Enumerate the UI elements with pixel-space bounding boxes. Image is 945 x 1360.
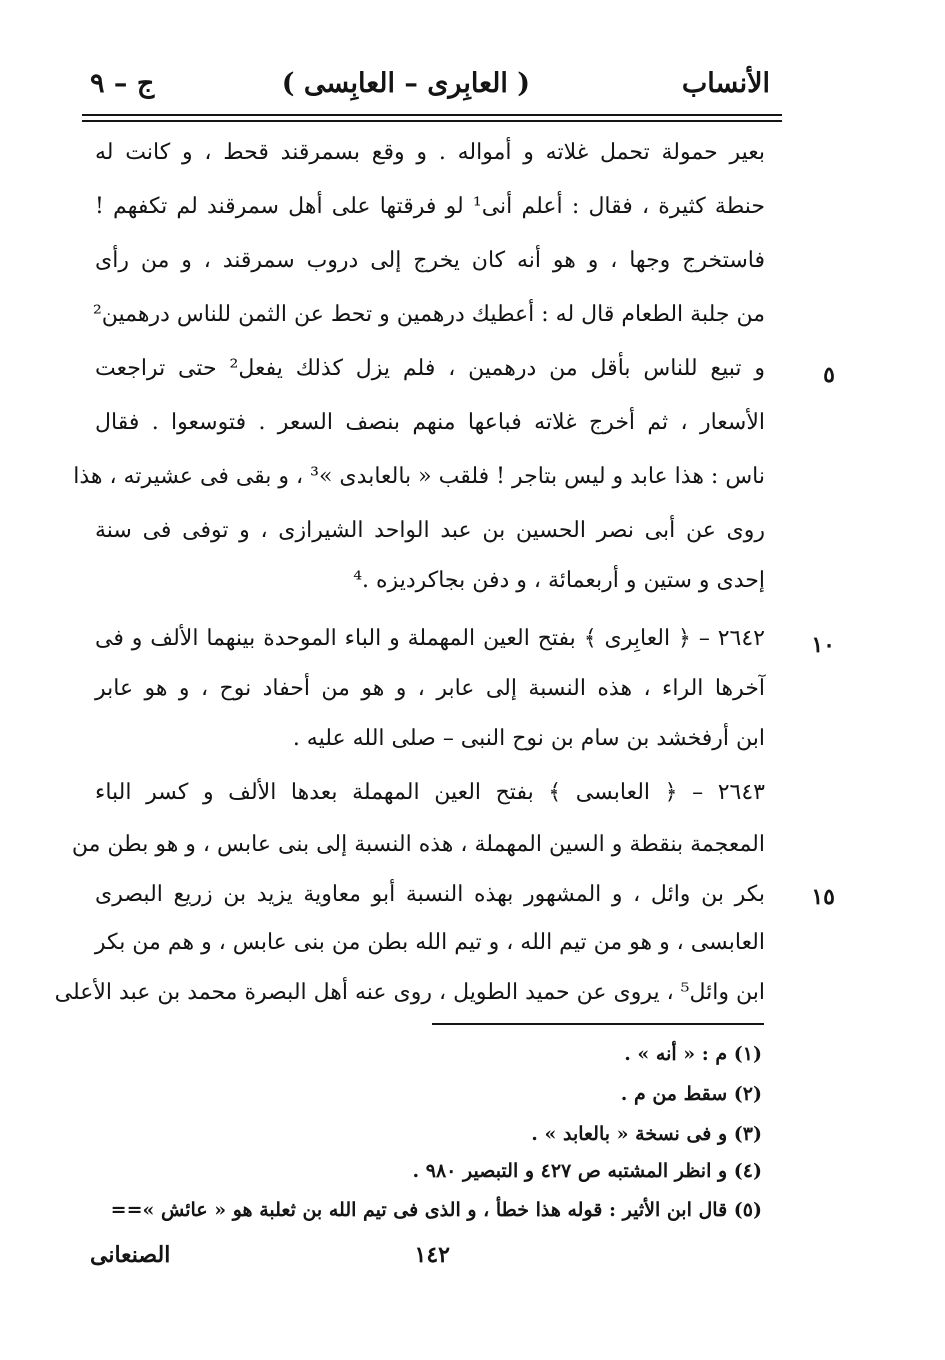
body-line: ابن أرفخشد بن سام بن نوح النبى – صلى الله عليه . xyxy=(292,726,765,751)
header-rule-top xyxy=(82,114,782,116)
page-number: ١٤٢ xyxy=(414,1242,450,1268)
body-line: العابسى ، و هو من تيم الله ، و تيم الله بطن من بنى عابس ، و هم من بكر xyxy=(94,930,765,955)
footnote: (٣) و فى نسخة « بالعابد » . xyxy=(531,1123,762,1145)
footnote: (٢) سقط من م . xyxy=(620,1083,762,1105)
page-entries-title: ( العابِرى – العابِسى ) xyxy=(281,68,530,99)
body-line: ناس : هذا عابد و ليس بتاجر ! فلقب « بالعابدى »³ ، و بقى فى عشيرته ، هذا xyxy=(73,464,765,489)
body-line: و تبيع للناس بأقل من درهمين ، فلم يزل كذلك يفعل² حتى تراجعت xyxy=(95,356,765,381)
signature-mark: الصنعانى xyxy=(90,1242,171,1268)
entry-heading-line: ٢٦٤٢ – ﴿ العابِرى ﴾ بفتح العين المهملة و الباء الموحدة بينهما الألف و فى xyxy=(95,626,765,651)
footnote: (٤) و انظر المشتبه ص ٤٢٧ و التبصير ٩٨٠ . xyxy=(412,1160,762,1182)
footnote: (١) م : « أنه » . xyxy=(624,1043,762,1065)
footnote: (٥) قال ابن الأثير : قوله هذا خطأ ، و الذى فى تيم الله بن ثعلبة هو « عائش »== xyxy=(110,1199,762,1221)
body-line: بكر بن وائل ، و المشهور بهذه النسبة أبو معاوية يزيد بن زريع البصرى xyxy=(95,882,765,907)
margin-line-number: ١٠ xyxy=(811,632,835,658)
body-line: بعير حمولة تحمل غلاته و أمواله . و وقع بسمرقند قحط ، و كانت له xyxy=(95,140,765,165)
body-line: المعجمة بنقطة و السين المهملة ، هذه النسبة إلى بنى عابس ، و هو بطن من xyxy=(71,832,765,857)
book-title: الأنساب xyxy=(681,68,770,99)
body-line: الأسعار ، ثم أخرج غلاته فباعها منهم بنصف السعر . فتوسعوا . فقال xyxy=(95,410,765,435)
margin-line-number: ١٥ xyxy=(811,884,835,910)
body-line: فاستخرج وجها ، و هو أنه كان يخرج إلى دروب سمرقند ، و من رأى xyxy=(95,248,765,273)
body-line: آخرها الراء ، هذه النسبة إلى عابر ، و هو من أحفاد نوح ، و هو عابر xyxy=(95,676,765,701)
footnote-separator xyxy=(432,1023,764,1025)
volume-reference: ج – ٩ xyxy=(90,68,155,99)
header-rule-bottom xyxy=(82,120,782,122)
body-line: من جلبة الطعام قال له : أعطيك درهمين و تحط عن الثمن للناس درهمين² xyxy=(92,302,765,327)
entry-heading-line: ٢٦٤٣ – ﴿ العابسى ﴾ بفتح العين المهملة بعدها الألف و كسر الباء xyxy=(95,780,765,805)
body-line: إحدى و ستين و أربعمائة ، و دفن بجاكرديزه .⁴ xyxy=(353,568,765,593)
body-line: روى عن أبى نصر الحسين بن عبد الواحد الشيرازى ، و توفى فى سنة xyxy=(95,518,765,543)
body-line: حنطة كثيرة ، فقال : أعلم أنى¹ لو فرقتها على أهل سمرقند لم تكفهم ! xyxy=(95,194,765,219)
margin-line-number: ٥ xyxy=(823,362,835,388)
running-header xyxy=(90,60,770,110)
page-footer xyxy=(90,1242,770,1282)
body-line: ابن وائل⁵ ، يروى عن حميد الطويل ، روى عنه أهل البصرة محمد بن عبد الأعلى xyxy=(54,980,765,1005)
